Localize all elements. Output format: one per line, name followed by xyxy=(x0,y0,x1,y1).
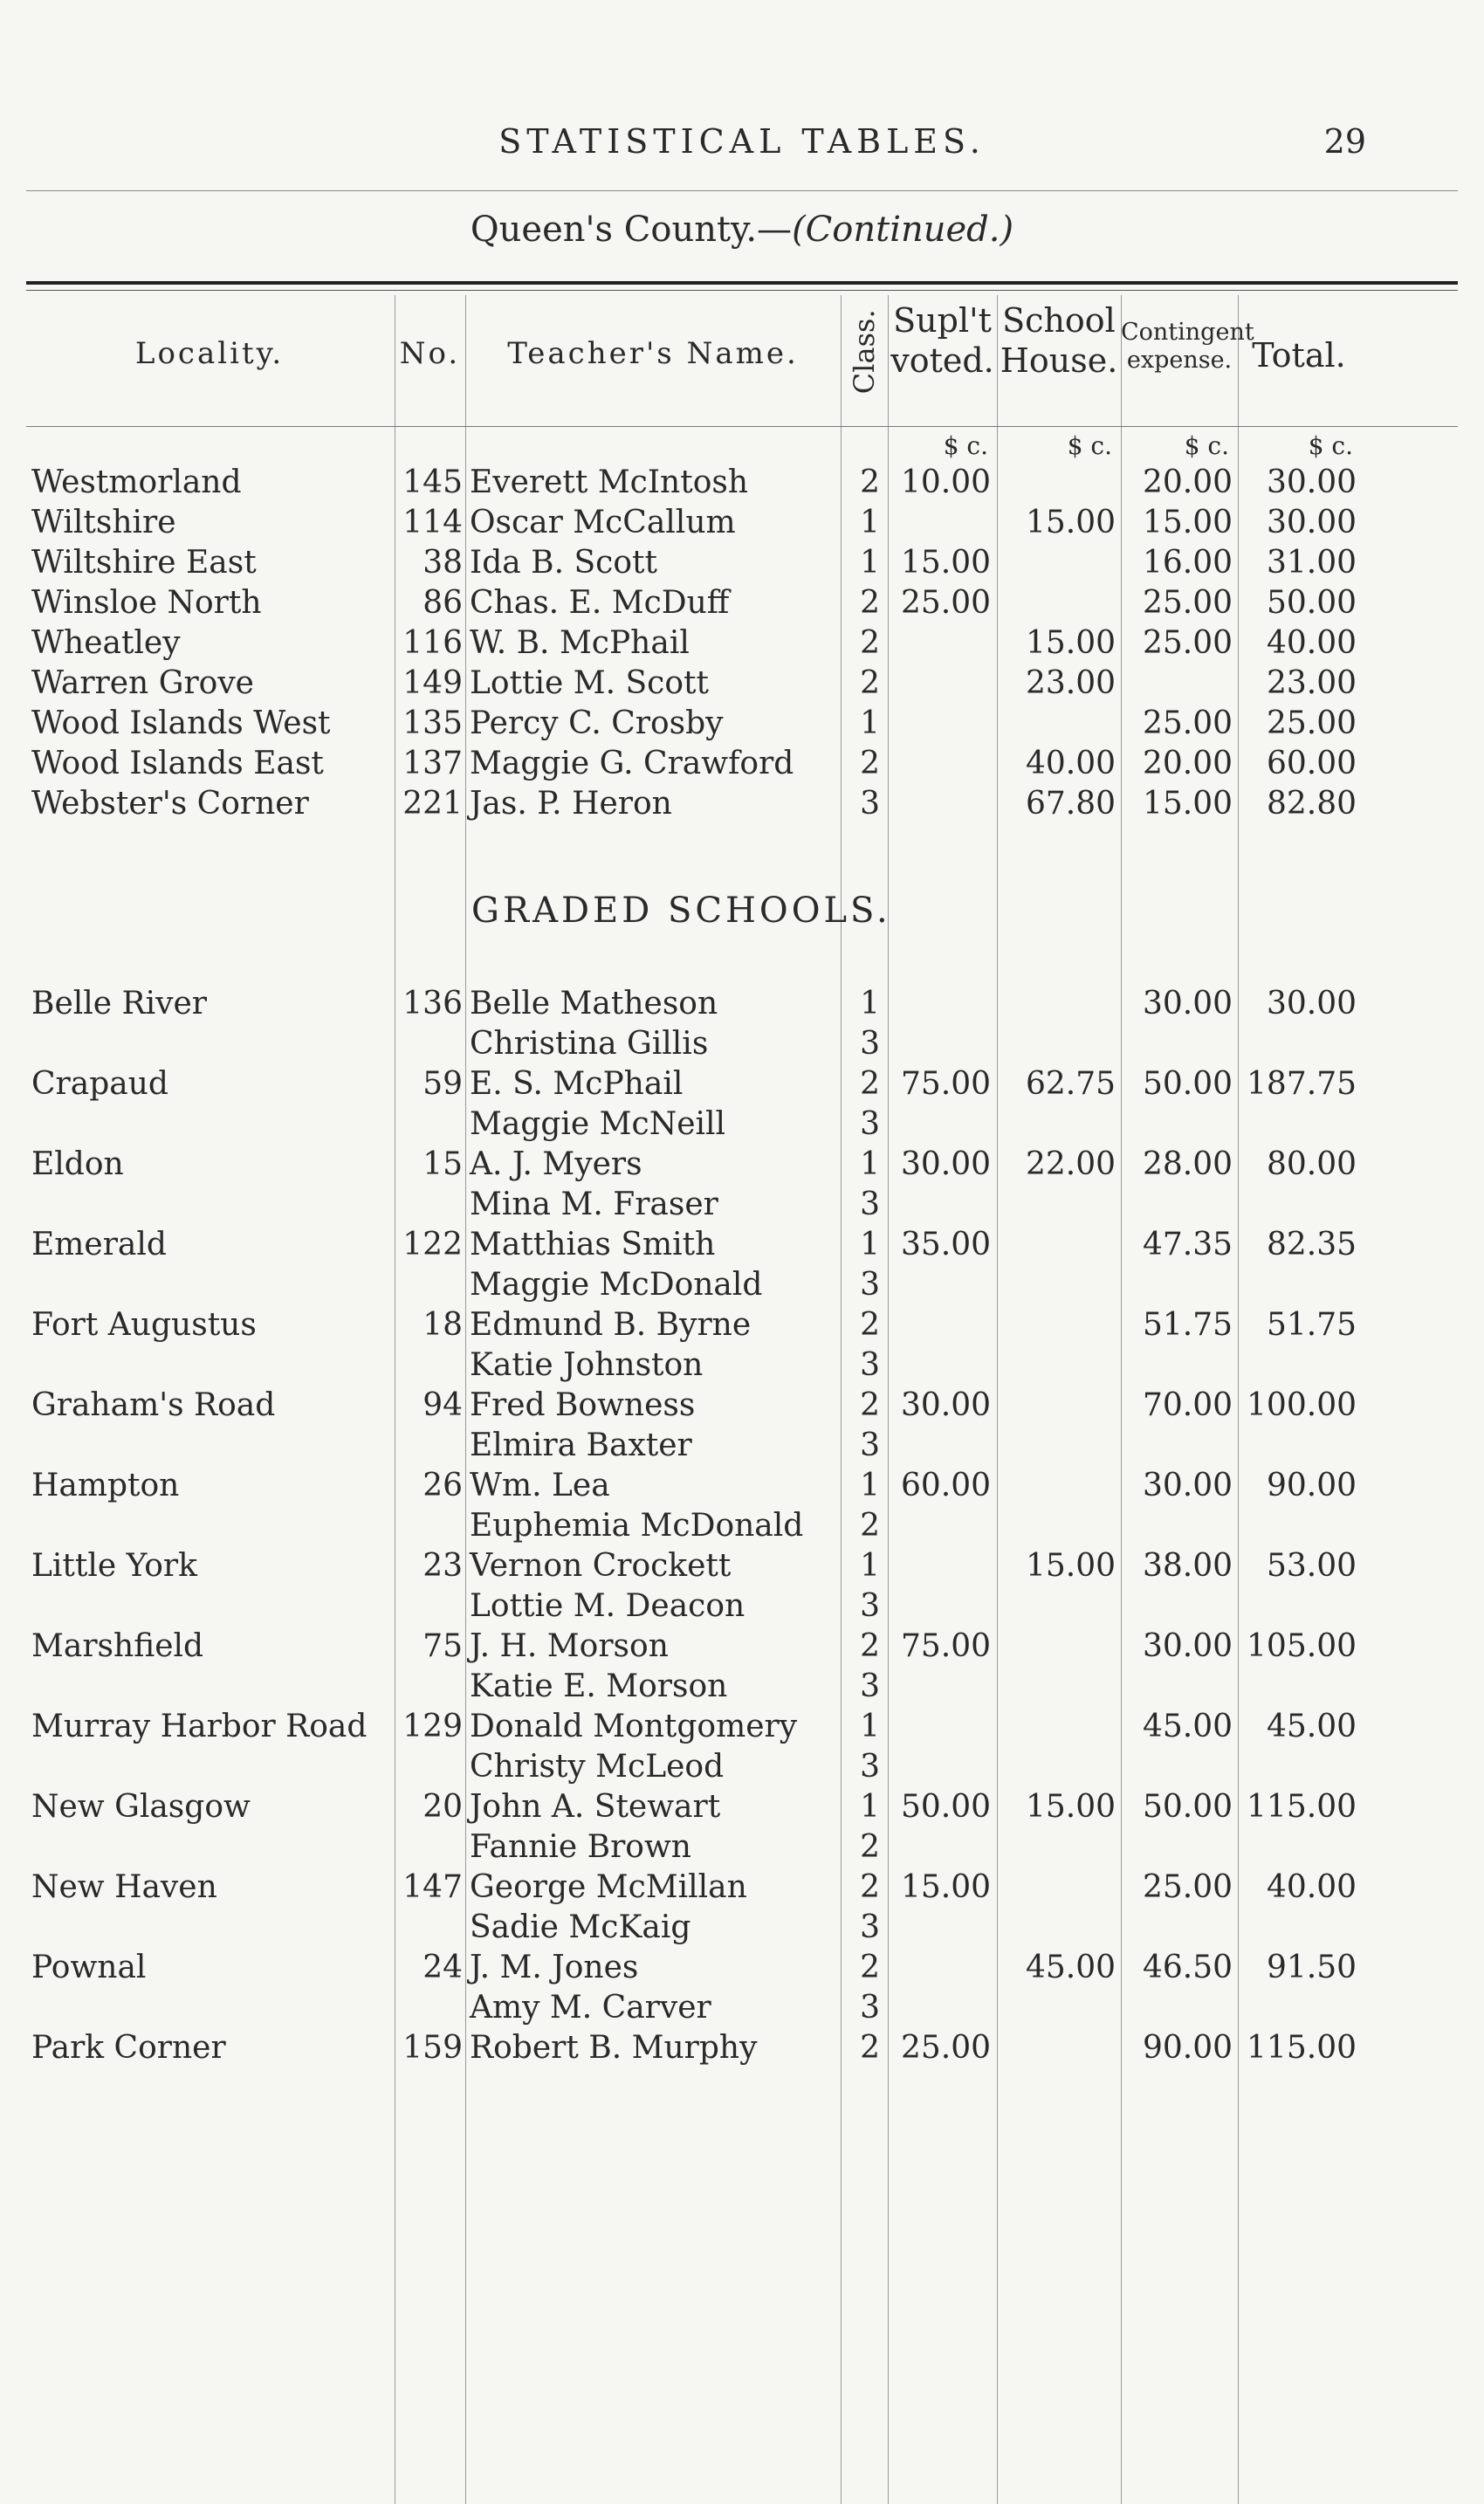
contingent-cell: 15.00 xyxy=(1142,786,1233,822)
county-title xyxy=(0,210,1484,250)
contingent-cell: 25.00 xyxy=(1142,585,1233,621)
column-header-total: Total. xyxy=(1252,336,1346,375)
total-cell: 51.75 xyxy=(1266,1307,1357,1343)
column-divider xyxy=(465,295,466,2504)
number-cell: 149 xyxy=(402,665,463,701)
teacher-name-cell: Katie Johnston xyxy=(470,1347,704,1383)
number-cell: 147 xyxy=(402,1869,463,1905)
school-house-header-line2: House. xyxy=(1000,341,1118,380)
total-cell: 40.00 xyxy=(1266,1869,1357,1905)
number-cell: 94 xyxy=(423,1387,463,1423)
column-header-class: Class. xyxy=(847,309,881,395)
locality-cell: Graham's Road xyxy=(31,1387,276,1423)
number-cell: 23 xyxy=(423,1548,463,1584)
total-cell: 100.00 xyxy=(1247,1387,1357,1423)
total-cell: 60.00 xyxy=(1266,746,1357,781)
teacher-name-cell: J. M. Jones xyxy=(470,1950,639,1985)
teacher-name-cell: Belle Matheson xyxy=(470,986,718,1022)
total-cell: 80.00 xyxy=(1266,1146,1357,1182)
school-house-cell: 67.80 xyxy=(1025,786,1116,822)
class-cell: 1 xyxy=(860,545,880,581)
total-cell: 115.00 xyxy=(1247,1789,1357,1825)
class-cell: 3 xyxy=(860,786,880,822)
contingent-cell: 20.00 xyxy=(1142,746,1233,781)
total-cell: 30.00 xyxy=(1266,986,1357,1022)
supplement-cell: 30.00 xyxy=(900,1146,991,1182)
supplement-cell: 60.00 xyxy=(900,1468,991,1503)
number-cell: 26 xyxy=(423,1468,463,1503)
graded-schools-title: GRADED SCHOOLS. xyxy=(471,891,891,931)
school-house-cell: 40.00 xyxy=(1025,746,1116,781)
class-cell: 2 xyxy=(860,746,880,781)
contingent-cell: 25.00 xyxy=(1142,625,1233,661)
contingent-header-line1: Contingent xyxy=(1121,319,1254,346)
supplement-header-line1: Supl't xyxy=(893,301,992,340)
contingent-cell: 30.00 xyxy=(1142,986,1233,1022)
teacher-name-cell: E. S. McPhail xyxy=(470,1066,684,1102)
total-cell: 90.00 xyxy=(1266,1468,1357,1503)
teacher-name-cell: Maggie McNeill xyxy=(470,1106,726,1142)
teacher-name-cell: Mina M. Fraser xyxy=(470,1187,718,1222)
class-cell: 3 xyxy=(860,1427,880,1463)
number-cell: 15 xyxy=(423,1146,463,1182)
total-cell: 25.00 xyxy=(1266,705,1357,741)
class-cell: 1 xyxy=(860,705,880,741)
class-cell: 2 xyxy=(860,585,880,621)
contingent-cell: 70.00 xyxy=(1142,1387,1233,1423)
teacher-name-cell: Donald Montgomery xyxy=(470,1709,798,1744)
teacher-name-cell: Edmund B. Byrne xyxy=(470,1307,752,1343)
number-cell: 86 xyxy=(423,585,463,621)
header-rule xyxy=(26,426,1458,427)
contingent-cell: 50.00 xyxy=(1142,1789,1233,1825)
column-header-locality: Locality. xyxy=(134,336,285,371)
number-cell: 221 xyxy=(402,786,463,822)
school-house-cell: 15.00 xyxy=(1025,625,1116,661)
teacher-name-cell: Everett McIntosh xyxy=(470,464,749,500)
class-cell: 3 xyxy=(860,1909,880,1945)
contingent-cell: 50.00 xyxy=(1142,1066,1233,1102)
total-cell: 40.00 xyxy=(1266,625,1357,661)
supplement-cell: 30.00 xyxy=(900,1387,991,1423)
locality-cell: Pownal xyxy=(31,1950,147,1985)
locality-cell: Wheatley xyxy=(31,625,181,661)
class-cell: 1 xyxy=(860,505,880,540)
contingent-cell: 46.50 xyxy=(1142,1950,1233,1985)
header-divider xyxy=(26,190,1458,191)
class-cell: 1 xyxy=(860,1789,880,1825)
table-top-rule xyxy=(26,281,1458,285)
contingent-cell: 28.00 xyxy=(1142,1146,1233,1182)
locality-cell: Wiltshire xyxy=(31,505,176,540)
class-cell: 2 xyxy=(860,1307,880,1343)
school-house-cell: 15.00 xyxy=(1025,1789,1116,1825)
locality-cell: Fort Augustus xyxy=(31,1307,257,1343)
contingent-cell: 90.00 xyxy=(1142,2030,1233,2066)
locality-cell: Winsloe North xyxy=(31,585,262,621)
locality-cell: Belle River xyxy=(31,986,208,1022)
class-cell: 2 xyxy=(860,665,880,701)
supplement-cell: 75.00 xyxy=(900,1066,991,1102)
total-cell: 187.75 xyxy=(1247,1066,1357,1102)
total-cell: 30.00 xyxy=(1266,464,1357,500)
county-name: Queen's County.— xyxy=(470,210,793,250)
class-cell: 2 xyxy=(860,1628,880,1664)
teacher-name-cell: George McMillan xyxy=(470,1869,747,1905)
supplement-cell: 15.00 xyxy=(900,545,991,581)
total-cell: 30.00 xyxy=(1266,505,1357,540)
class-cell: 2 xyxy=(860,1950,880,1985)
number-cell: 20 xyxy=(423,1789,463,1825)
number-cell: 18 xyxy=(423,1307,463,1343)
column-header-supplement xyxy=(888,301,997,381)
teacher-name-cell: Vernon Crockett xyxy=(470,1548,732,1584)
contingent-header-line2: expense. xyxy=(1126,347,1233,375)
total-cell: 23.00 xyxy=(1266,665,1357,701)
class-cell: 3 xyxy=(860,1187,880,1222)
running-title: STATISTICAL TABLES. xyxy=(498,122,986,161)
class-cell: 3 xyxy=(860,1990,880,2026)
teacher-name-cell: A. J. Myers xyxy=(470,1146,642,1182)
number-cell: 145 xyxy=(402,464,463,500)
teacher-name-cell: Chas. E. McDuff xyxy=(470,585,730,621)
class-cell: 1 xyxy=(860,986,880,1022)
class-cell: 2 xyxy=(860,464,880,500)
teacher-name-cell: Oscar McCallum xyxy=(470,505,736,540)
class-cell: 1 xyxy=(860,1227,880,1262)
supplement-cell: 15.00 xyxy=(900,1869,991,1905)
teacher-name-cell: W. B. McPhail xyxy=(470,625,690,661)
class-cell: 1 xyxy=(860,1146,880,1182)
locality-cell: Westmorland xyxy=(31,464,242,500)
locality-cell: Marshfield xyxy=(31,1628,204,1664)
class-cell: 2 xyxy=(860,1829,880,1865)
unit-contingent: $ c. xyxy=(1184,431,1229,460)
locality-cell: Eldon xyxy=(31,1146,124,1182)
total-cell: 91.50 xyxy=(1266,1950,1357,1985)
teacher-name-cell: Christina Gillis xyxy=(470,1026,709,1062)
locality-cell: Emerald xyxy=(31,1227,167,1262)
contingent-cell: 45.00 xyxy=(1142,1709,1233,1744)
class-cell: 3 xyxy=(860,1588,880,1624)
class-cell: 2 xyxy=(860,1066,880,1102)
class-cell: 3 xyxy=(860,1668,880,1704)
column-header-contingent xyxy=(1121,319,1254,375)
page-number: 29 xyxy=(1323,122,1366,161)
locality-cell: Webster's Corner xyxy=(31,786,309,822)
class-cell: 3 xyxy=(860,1026,880,1062)
locality-cell: Warren Grove xyxy=(31,665,254,701)
supplement-header-line2: voted. xyxy=(890,341,994,380)
locality-cell: Crapaud xyxy=(31,1066,168,1102)
teacher-name-cell: Fred Bowness xyxy=(470,1387,696,1423)
teacher-name-cell: Amy M. Carver xyxy=(470,1990,711,2026)
class-cell: 2 xyxy=(860,2030,880,2066)
unit-school-house: $ c. xyxy=(1067,431,1112,460)
column-header-school-house xyxy=(997,301,1121,381)
teacher-name-cell: Wm. Lea xyxy=(470,1468,610,1503)
class-cell: 1 xyxy=(860,1468,880,1503)
teacher-name-cell: Maggie G. Crawford xyxy=(470,746,794,781)
total-cell: 82.80 xyxy=(1266,786,1357,822)
class-cell: 2 xyxy=(860,1869,880,1905)
total-cell: 50.00 xyxy=(1266,585,1357,621)
class-cell: 3 xyxy=(860,1347,880,1383)
class-cell: 3 xyxy=(860,1267,880,1303)
school-house-cell: 62.75 xyxy=(1025,1066,1116,1102)
class-cell: 1 xyxy=(860,1709,880,1744)
class-cell: 2 xyxy=(860,625,880,661)
unit-supplement: $ c. xyxy=(943,431,988,460)
total-cell: 53.00 xyxy=(1266,1548,1357,1584)
supplement-cell: 10.00 xyxy=(900,464,991,500)
teacher-name-cell: Maggie McDonald xyxy=(470,1267,763,1303)
contingent-cell: 47.35 xyxy=(1142,1227,1233,1262)
column-header-no: No. xyxy=(399,336,461,371)
school-house-cell: 22.00 xyxy=(1025,1146,1116,1182)
contingent-cell: 30.00 xyxy=(1142,1628,1233,1664)
column-header-teacher: Teacher's Name. xyxy=(507,336,799,371)
contingent-cell: 16.00 xyxy=(1142,545,1233,581)
total-cell: 82.35 xyxy=(1266,1227,1357,1262)
locality-cell: Park Corner xyxy=(31,2030,226,2066)
teacher-name-cell: Robert B. Murphy xyxy=(470,2030,758,2066)
contingent-cell: 51.75 xyxy=(1142,1307,1233,1343)
total-cell: 45.00 xyxy=(1266,1709,1357,1744)
number-cell: 116 xyxy=(402,625,463,661)
teacher-name-cell: Elmira Baxter xyxy=(470,1427,692,1463)
teacher-name-cell: Sadie McKaig xyxy=(470,1909,691,1945)
locality-cell: Wood Islands East xyxy=(31,746,324,781)
number-cell: 135 xyxy=(402,705,463,741)
number-cell: 136 xyxy=(402,986,463,1022)
school-house-cell: 23.00 xyxy=(1025,665,1116,701)
teacher-name-cell: Lottie M. Scott xyxy=(470,665,709,701)
contingent-cell: 15.00 xyxy=(1142,505,1233,540)
locality-cell: Wiltshire East xyxy=(31,545,257,581)
total-cell: 115.00 xyxy=(1247,2030,1357,2066)
contingent-cell: 38.00 xyxy=(1142,1548,1233,1584)
teacher-name-cell: Matthias Smith xyxy=(470,1227,716,1262)
locality-cell: Wood Islands West xyxy=(31,705,331,741)
contingent-cell: 30.00 xyxy=(1142,1468,1233,1503)
supplement-cell: 25.00 xyxy=(900,585,991,621)
unit-total: $ c. xyxy=(1308,431,1353,460)
supplement-cell: 75.00 xyxy=(900,1628,991,1664)
number-cell: 159 xyxy=(402,2030,463,2066)
number-cell: 38 xyxy=(423,545,463,581)
class-cell: 2 xyxy=(860,1387,880,1423)
locality-cell: New Haven xyxy=(31,1869,217,1905)
class-cell: 3 xyxy=(860,1749,880,1785)
teacher-name-cell: Lottie M. Deacon xyxy=(470,1588,745,1624)
teacher-name-cell: Euphemia McDonald xyxy=(470,1508,804,1544)
number-cell: 122 xyxy=(402,1227,463,1262)
continued-note: (Continued.) xyxy=(792,210,1014,250)
number-cell: 137 xyxy=(402,746,463,781)
number-cell: 75 xyxy=(423,1628,463,1664)
number-cell: 129 xyxy=(402,1709,463,1744)
teacher-name-cell: Fannie Brown xyxy=(470,1829,691,1865)
teacher-name-cell: Ida B. Scott xyxy=(470,545,657,581)
number-cell: 24 xyxy=(423,1950,463,1985)
locality-cell: Little York xyxy=(31,1548,197,1584)
supplement-cell: 50.00 xyxy=(900,1789,991,1825)
total-cell: 105.00 xyxy=(1247,1628,1357,1664)
number-cell: 114 xyxy=(402,505,463,540)
teacher-name-cell: J. H. Morson xyxy=(470,1628,669,1664)
teacher-name-cell: Percy C. Crosby xyxy=(470,705,724,741)
school-house-cell: 15.00 xyxy=(1025,1548,1116,1584)
teacher-name-cell: Jas. P. Heron xyxy=(470,786,672,822)
teacher-name-cell: Katie E. Morson xyxy=(470,1668,728,1704)
table-top-rule-thin xyxy=(26,290,1458,291)
contingent-cell: 20.00 xyxy=(1142,464,1233,500)
teacher-name-cell: John A. Stewart xyxy=(470,1789,721,1825)
school-house-header-line1: School xyxy=(1002,301,1116,340)
school-house-cell: 15.00 xyxy=(1025,505,1116,540)
contingent-cell: 25.00 xyxy=(1142,1869,1233,1905)
teacher-name-cell: Christy McLeod xyxy=(470,1749,725,1785)
class-cell: 2 xyxy=(860,1508,880,1544)
supplement-cell: 35.00 xyxy=(900,1227,991,1262)
locality-cell: New Glasgow xyxy=(31,1789,251,1825)
locality-cell: Hampton xyxy=(31,1468,180,1503)
supplement-cell: 25.00 xyxy=(900,2030,991,2066)
contingent-cell: 25.00 xyxy=(1142,705,1233,741)
total-cell: 31.00 xyxy=(1266,545,1357,581)
school-house-cell: 45.00 xyxy=(1025,1950,1116,1985)
class-cell: 3 xyxy=(860,1106,880,1142)
class-cell: 1 xyxy=(860,1548,880,1584)
locality-cell: Murray Harbor Road xyxy=(31,1709,368,1744)
number-cell: 59 xyxy=(423,1066,463,1102)
